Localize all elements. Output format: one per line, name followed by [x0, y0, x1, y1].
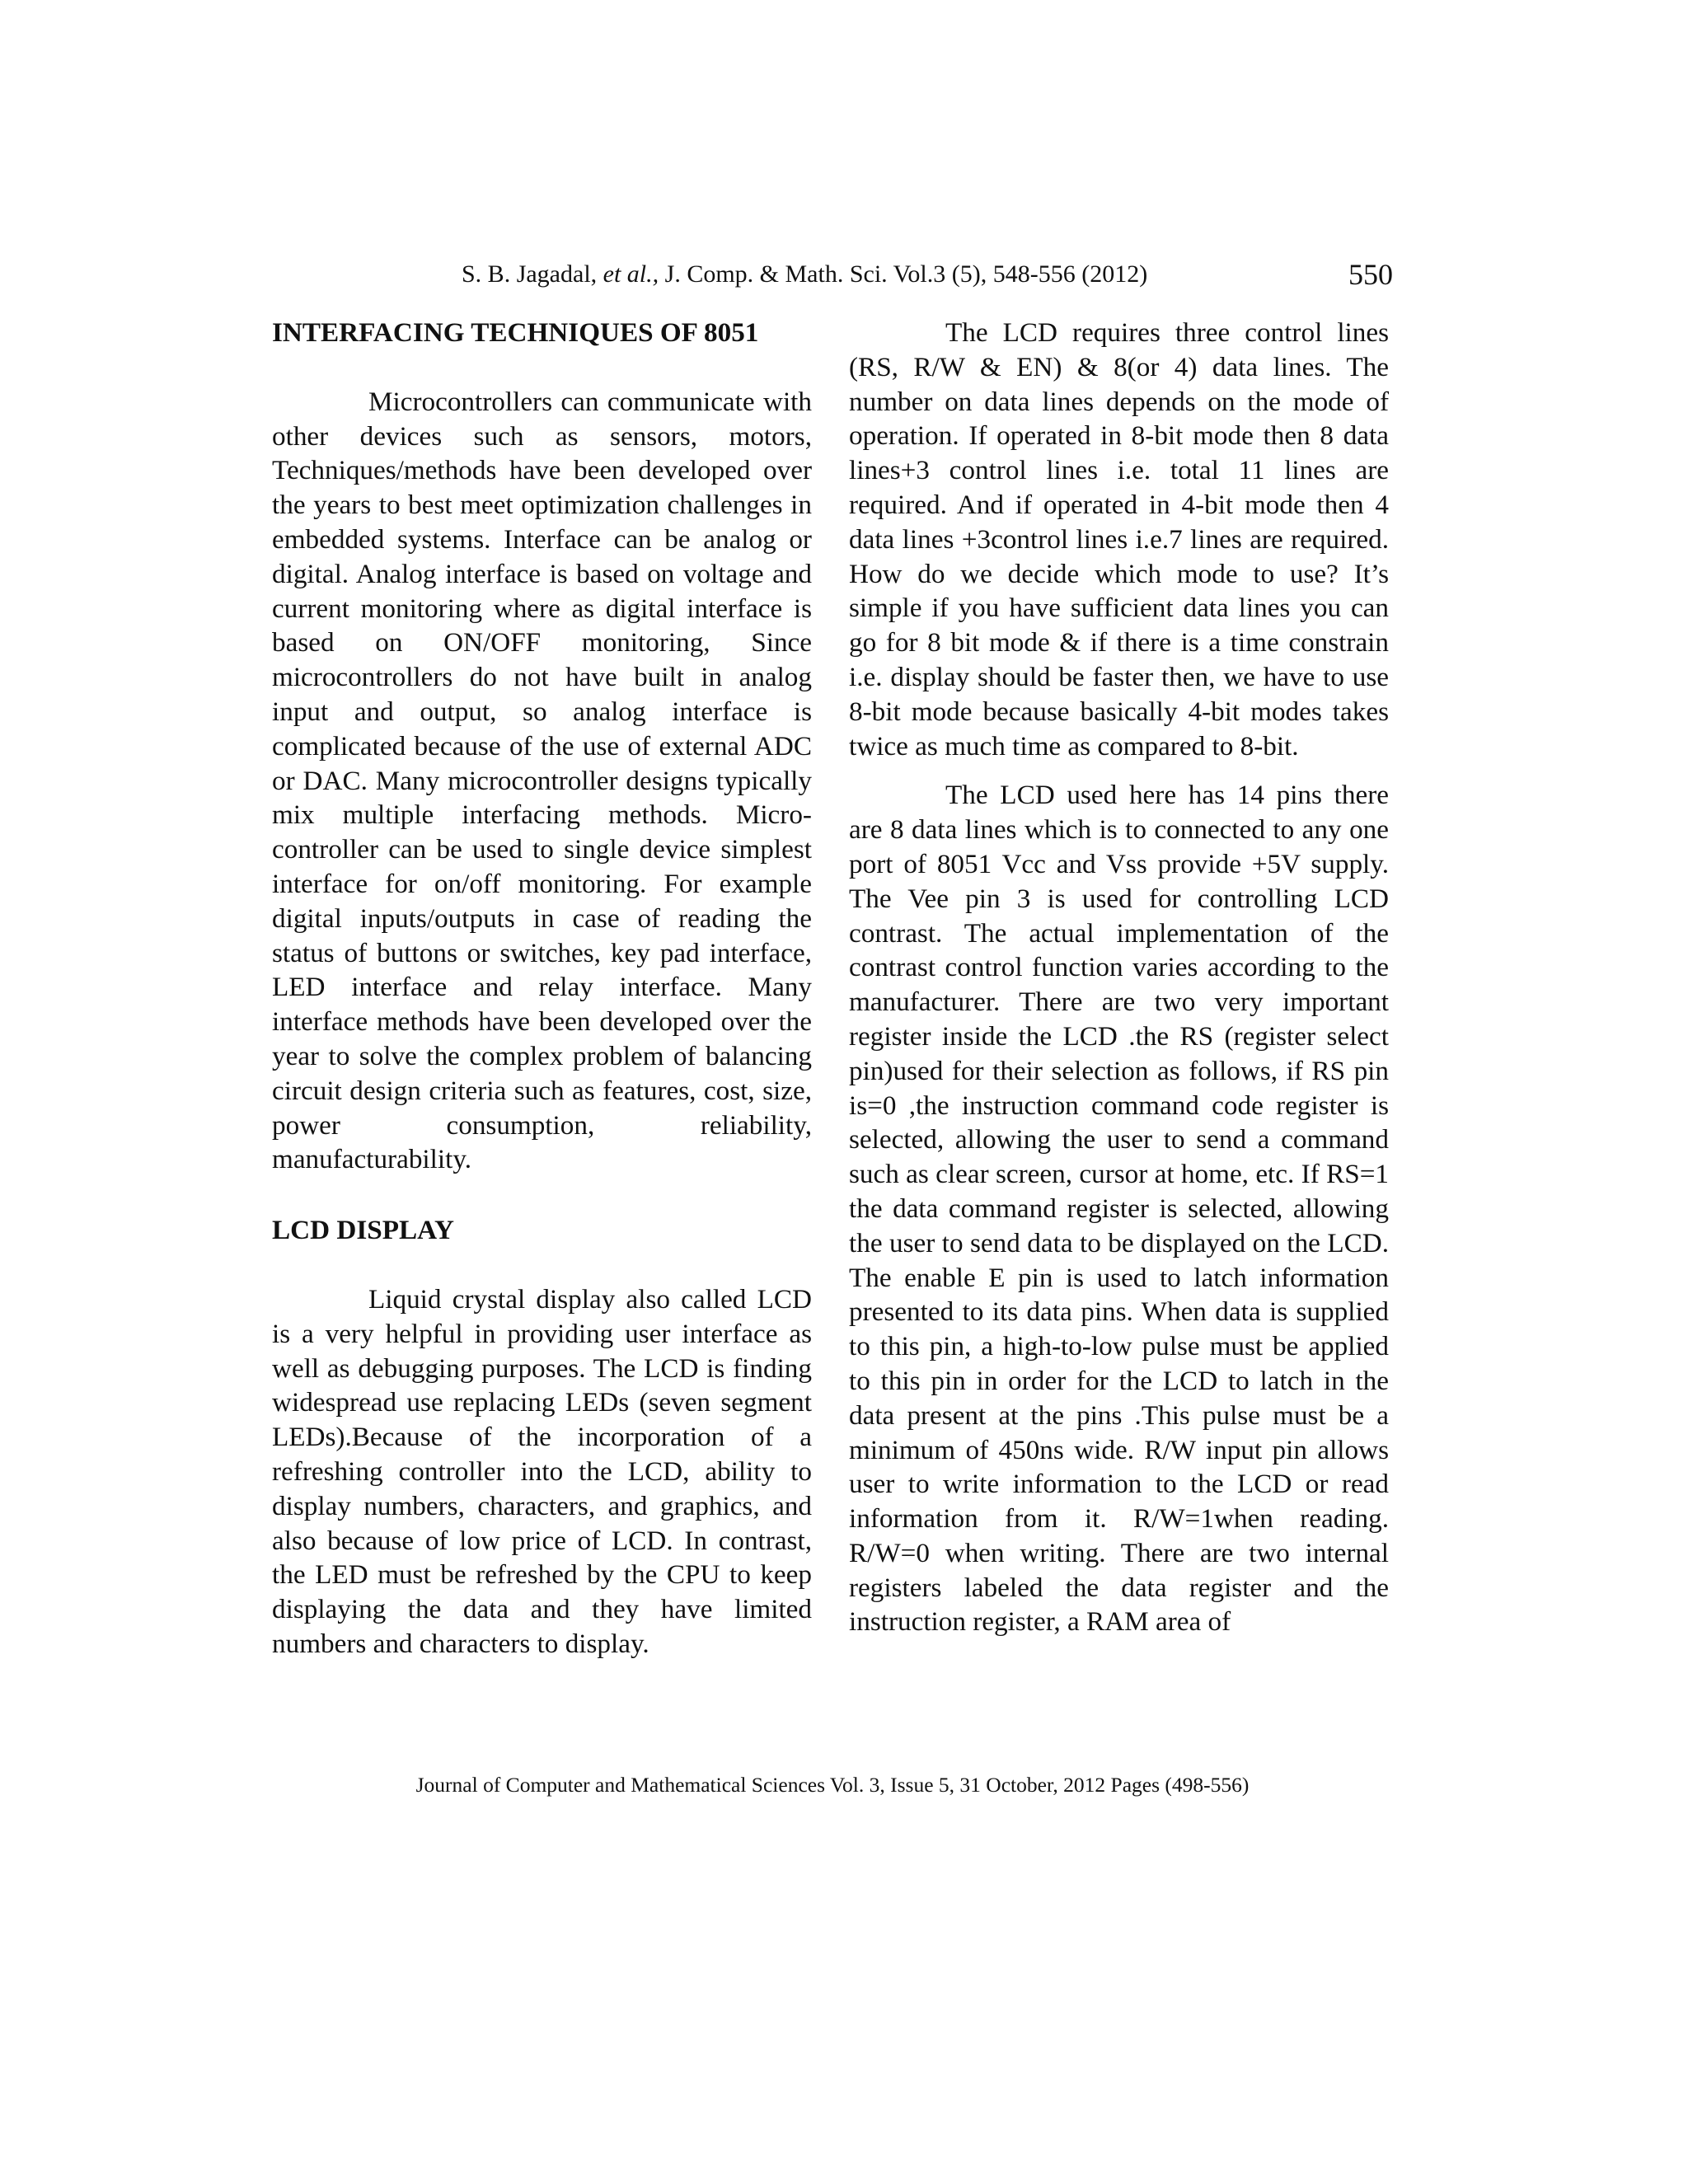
left-column: [272, 316, 812, 1661]
paragraph-lcd-pins: The LCD used here has 14 pins there are 8 data lines which is to connected to any one port of 8051 Vcc and Vss provide +5V supply. The Vee pin 3 is used for controlling LCD contrast. The actual implementation of the contrast control function varies according to the manufacturer. There are two very important register inside the LCD .the RS (register select pin)used for their selection as follows, if RS pin is=0 ,the instruction command code register is selected, allowing the user to send a command such as clear screen, cursor at home, etc. If RS=1 the data command register is selected, allowing the user to send data to be displayed on the LCD. The enable E pin is used to latch information presented to its data pins. When data is supplied to this pin, a high-to-low pulse must be applied to this pin in order for the LCD to latch in the data present at the pins .This pulse must be a minimum of 450ns wide. R/W input pin allows user to write information to the LCD or read information from it. R/W=1when reading. R/W=0 when writing. There are two internal registers labeled the data register and the instruction register, a RAM area of: [849, 780, 1389, 1638]
paragraph-control-lines: The LCD requires three control lines (RS, R/W & EN) & 8(or 4) data lines. The number on data lines depends on the mode of operation. If operated in 8-bit mode then 8 data lines+3 control lines i.e. total 11 lines are required. And if operated in 4-bit mode then 4 data lines +3control lines i.e.7 lines are required. How do we decide which mode to use? It’s simple if you have sufficient data lines you can go for 8 bit mode & if there is a time constrain i.e. display should be faster then, we have to use 8-bit mode because basically 4-bit modes takes twice as much time as compared to 8-bit.: [849, 317, 1389, 762]
heading-interfacing-techniques: INTERFACING TECHNIQUES OF 8051: [272, 317, 759, 348]
journal-citation: [462, 254, 1147, 295]
paragraph-interfacing: Microcontrollers can communicate with other devices such as sensors, motors, Techniques/methods have been developed over the years to best meet optimization challenges in embedded systems. Interface can be analog or digital. Analog interface is based on voltage and current monitoring where as digital interface is based on ON/OFF monitoring, Since microcontrollers do not have built in analog input and output, so analog interface is complicated because of the use of external ADC or DAC. Many microcontroller designs typically mix multiple interfacing methods. Micro-controller can be used to single device simplest interface for on/off monitoring. For example digital inputs/outputs in case of reading the status of buttons or switches, key pad interface, LED interface and relay interface. Many interface methods have been developed over the year to solve the complex problem of balancing circuit design criteria such as features, cost, size, power consumption, reliability, manufacturability.: [272, 386, 812, 1175]
heading-lcd-display: LCD DISPLAY: [272, 1215, 455, 1246]
citation-etal: et al.,: [603, 260, 659, 288]
right-column: [849, 316, 1389, 1639]
running-header: [272, 254, 1393, 295]
page-number: 550: [1348, 258, 1393, 291]
citation-authors: S. B. Jagadal,: [462, 260, 598, 288]
journal-footer: Journal of Computer and Mathematical Sciences Vol. 3, Issue 5, 31 October, 2012 Pages (498-556): [415, 1773, 1250, 1797]
paragraph-lcd-display: Liquid crystal display also called LCD is a very helpful in providing user interface as well as debugging purposes. The LCD is finding widespread use replacing LEDs (seven segment LEDs).Because of the incorporation of a refreshing controller into the LCD, ability to display numbers, characters, and graphics, and also because of low price of LCD. In contrast, the LED must be refreshed by the CPU to keep displaying the data and they have limited numbers and characters to display.: [272, 1283, 812, 1659]
citation-rest: J. Comp. & Math. Sci. Vol.3 (5), 548-556 (2012): [664, 260, 1148, 288]
